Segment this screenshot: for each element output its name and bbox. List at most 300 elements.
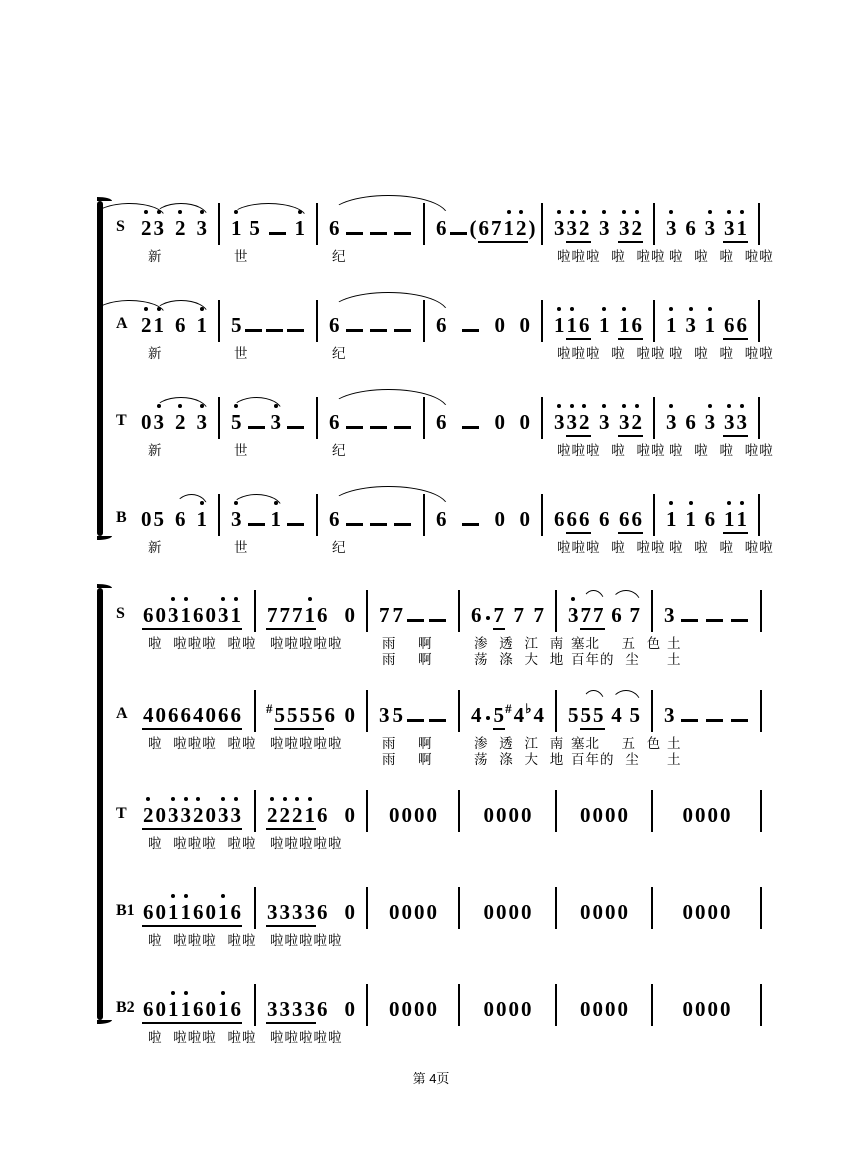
beam-underline — [580, 605, 605, 630]
note-group — [704, 218, 717, 239]
note: 4 — [143, 703, 154, 727]
measure — [108, 203, 220, 245]
note: 2 — [193, 803, 204, 827]
note: 3 — [664, 703, 675, 727]
note-group — [553, 218, 591, 243]
measure — [653, 590, 762, 632]
note: 3 — [685, 313, 696, 337]
note: 6 — [471, 603, 482, 627]
measure — [318, 203, 425, 245]
note-group — [729, 719, 750, 722]
note: 2 — [175, 216, 186, 240]
lyric-cell — [655, 442, 774, 472]
lyrics-line — [108, 442, 774, 472]
rest-note: 0 — [695, 997, 706, 1021]
measure — [425, 494, 543, 536]
lyric-cell — [108, 1029, 256, 1059]
measure — [653, 690, 762, 732]
note: 3 — [153, 216, 164, 240]
note-group — [270, 412, 283, 433]
note: 3 — [736, 410, 747, 434]
rest-note: 0 — [592, 900, 603, 924]
note-group — [553, 509, 591, 534]
note-group — [230, 509, 243, 530]
note: 5 — [231, 313, 242, 337]
lyric-line: 啦啦啦啦啦 — [270, 636, 343, 651]
note: 3 — [279, 997, 290, 1021]
measure — [460, 790, 557, 832]
measure — [108, 790, 256, 832]
lyrics-line — [108, 1029, 762, 1059]
note-group — [684, 509, 697, 530]
note: 7 — [267, 603, 278, 627]
measure — [256, 790, 368, 832]
note: 6 — [193, 997, 204, 1021]
note-group — [378, 705, 391, 726]
lyric-line: 土 — [667, 736, 682, 751]
note: 5 — [629, 703, 640, 727]
lyric-cell — [108, 932, 256, 962]
note-group — [328, 509, 341, 530]
beam-underline — [618, 315, 643, 340]
note-group — [344, 902, 357, 923]
beam-underline — [274, 705, 324, 730]
rest-note: 0 — [496, 997, 507, 1021]
lyric-line: 世 — [234, 443, 249, 458]
note: 2 — [143, 803, 154, 827]
rest-note: 0 — [401, 900, 412, 924]
system-bracket-icon — [97, 201, 103, 536]
rest-note: 0 — [141, 410, 152, 434]
note-group — [567, 605, 605, 630]
beam-underline — [723, 412, 748, 437]
beam-underline — [566, 509, 591, 534]
note-group — [723, 509, 748, 534]
note-group — [293, 218, 306, 239]
rest-note: 0 — [707, 803, 718, 827]
measure — [460, 690, 557, 732]
duration-dash — [269, 232, 286, 235]
note-group — [285, 329, 306, 332]
measure — [655, 397, 760, 439]
note: 6 — [317, 603, 328, 627]
note: 1 — [168, 900, 179, 924]
lyric-cell — [460, 635, 565, 668]
measure — [557, 690, 653, 732]
rest-note: 0 — [344, 900, 355, 924]
notes-line — [108, 397, 762, 439]
lyric-cell — [220, 442, 318, 472]
lyrics-line — [108, 539, 774, 569]
lyric-cell — [220, 248, 318, 278]
note-group — [629, 605, 642, 626]
measure — [318, 397, 425, 439]
measure — [557, 790, 653, 832]
duration-dash — [370, 232, 387, 235]
lyric-line: 啦 啦啦啦 啦啦 — [148, 933, 257, 948]
note-group — [285, 523, 306, 526]
note-group — [729, 619, 750, 622]
measure — [655, 203, 760, 245]
measure — [256, 590, 368, 632]
measure — [460, 590, 557, 632]
note: 1 — [736, 216, 747, 240]
note-group — [266, 605, 329, 630]
rest-note: 0 — [580, 997, 591, 1021]
note: 6 — [175, 507, 186, 531]
measure — [108, 690, 256, 732]
lyric-line: 荡 涤 大 地 — [474, 652, 565, 667]
lyric-line: 土 — [667, 752, 682, 767]
lyric-line: 啦 啦 啦 啦啦 — [669, 346, 774, 361]
lyric-cell — [425, 442, 543, 472]
beam-underline — [266, 902, 316, 927]
lyric-cell — [256, 1029, 368, 1059]
note-group — [553, 315, 591, 340]
note: 6 — [329, 313, 340, 337]
lyrics-line — [108, 735, 762, 768]
note: 7 — [593, 603, 604, 627]
lyric-cell — [368, 735, 460, 768]
note: 6 — [685, 216, 696, 240]
note: 1 — [723, 507, 735, 531]
note: 7 — [279, 603, 290, 627]
note-group — [140, 509, 165, 530]
lyric-cell — [108, 345, 220, 375]
duration-dash — [407, 719, 424, 722]
measure — [653, 790, 762, 832]
lyric-cell — [557, 1029, 653, 1059]
note: 6 — [566, 507, 577, 531]
note: 1 — [153, 313, 164, 337]
note-group — [392, 426, 413, 429]
rest-note: 0 — [426, 997, 437, 1021]
note-group — [266, 805, 329, 830]
beam-underline — [142, 999, 242, 1024]
lyric-cell — [460, 1029, 557, 1059]
rest-note: 0 — [205, 603, 216, 627]
note-group — [723, 315, 748, 340]
note: 1 — [180, 997, 191, 1021]
note-group — [704, 509, 717, 530]
note-group — [470, 605, 505, 630]
measure — [256, 690, 368, 732]
lyric-line: 塞北 五 色 — [571, 636, 662, 651]
note-group — [460, 329, 481, 332]
note: 3 — [666, 410, 677, 434]
rest-note: 0 — [617, 997, 628, 1021]
parenthesis: ) — [528, 216, 536, 240]
note-group — [230, 315, 243, 336]
note: 3 — [723, 216, 735, 240]
note-group — [196, 218, 209, 239]
note-group — [230, 218, 243, 239]
note: 5 — [287, 703, 298, 727]
note: 3 — [599, 216, 610, 240]
note-group — [610, 605, 623, 626]
note-group — [392, 605, 405, 626]
beam-underline — [723, 509, 748, 534]
note-group — [704, 315, 717, 336]
lyric-line: 啦啦啦啦啦 — [270, 736, 343, 751]
rest-note: 0 — [508, 803, 519, 827]
note: 3 — [168, 803, 179, 827]
note-group — [519, 315, 532, 336]
note: 3 — [218, 803, 229, 827]
note: 6 — [193, 603, 204, 627]
note: 6 — [230, 900, 241, 924]
page-number: 第 4页 — [412, 1071, 450, 1086]
note-group — [230, 412, 243, 433]
note-group — [264, 329, 285, 332]
measure — [425, 300, 543, 342]
note: 5 — [153, 507, 164, 531]
lyric-cell — [557, 635, 662, 668]
voice-row-A — [108, 300, 774, 375]
measure — [655, 300, 760, 342]
sharp-accidental: # — [505, 701, 512, 716]
lyric-line: 新 — [148, 443, 163, 458]
note: 6 — [554, 507, 565, 531]
note-group — [519, 412, 532, 433]
measure — [425, 397, 543, 439]
rest-note: 0 — [414, 997, 425, 1021]
lyric-cell — [653, 735, 762, 768]
note: 6 — [329, 216, 340, 240]
duration-dash — [346, 426, 363, 429]
note-group — [368, 523, 389, 526]
note-group — [684, 412, 697, 433]
note-group — [663, 705, 676, 726]
note-group — [174, 509, 187, 530]
lyric-line: 纪 — [332, 540, 347, 555]
duration-dash — [394, 426, 411, 429]
rest-note: 0 — [401, 997, 412, 1021]
note-group — [328, 315, 341, 336]
note: 6 — [230, 703, 241, 727]
lyrics-line — [108, 932, 762, 962]
note: 3 — [723, 410, 735, 434]
notes-line — [108, 494, 762, 536]
note-group — [174, 218, 187, 239]
note: 6 — [143, 997, 154, 1021]
note: 3 — [619, 410, 630, 434]
measure — [557, 887, 653, 929]
note-group — [405, 719, 426, 722]
note: 5 — [231, 410, 242, 434]
lyric-line: 百年的 尘 — [571, 752, 640, 767]
lyric-cell — [256, 735, 368, 768]
beam-underline — [266, 805, 316, 830]
lyric-line: 荡 涤 大 地 — [474, 752, 565, 767]
note-group — [567, 705, 605, 730]
note: 3 — [666, 216, 677, 240]
note: 1 — [304, 603, 315, 627]
rest-note: 0 — [155, 997, 166, 1021]
lyrics-line — [108, 635, 762, 668]
note: 1 — [554, 313, 565, 337]
measure — [220, 203, 318, 245]
note: 3 — [599, 410, 610, 434]
rest-note: 0 — [580, 900, 591, 924]
voice-row-T — [108, 790, 762, 865]
note: 2 — [141, 313, 152, 337]
note-group — [525, 701, 545, 727]
lyrics-line — [108, 835, 762, 865]
rest-note: 0 — [494, 313, 505, 337]
lyric-line: 啦啦啦啦啦 — [270, 1030, 343, 1045]
note: 6 — [436, 410, 447, 434]
beam-underline — [723, 218, 748, 243]
note: 1 — [304, 803, 315, 827]
duration-dash — [462, 329, 479, 332]
lyric-line: 雨 啊 — [382, 652, 433, 667]
note: 6 — [143, 603, 154, 627]
beam-underline — [266, 999, 316, 1024]
lyric-line: 啦 啦 啦 啦啦 — [669, 540, 774, 555]
rest-note: 0 — [508, 900, 519, 924]
note: 3 — [168, 603, 179, 627]
note: 6 — [619, 507, 630, 531]
note: 6 — [143, 900, 154, 924]
note: 3 — [270, 410, 281, 434]
note-group — [663, 605, 676, 626]
note: 3 — [279, 900, 290, 924]
parenthesis: ( — [469, 216, 477, 240]
note-group — [629, 705, 642, 726]
lyric-cell — [557, 835, 653, 865]
note: 6 — [329, 410, 340, 434]
note: 3 — [292, 900, 303, 924]
duration-dash — [462, 523, 479, 526]
note-group — [665, 412, 678, 433]
lyric-line: 纪 — [332, 346, 347, 361]
rest-note: 0 — [682, 803, 693, 827]
note: 5 — [299, 703, 310, 727]
measure — [318, 494, 425, 536]
rest-note: 0 — [720, 803, 731, 827]
lyric-line: 土 — [667, 636, 682, 651]
note-group — [142, 705, 242, 730]
note: 1 — [168, 997, 179, 1021]
note-group — [427, 619, 448, 622]
voice-row-B2 — [108, 984, 762, 1059]
voice-label: T — [116, 412, 127, 429]
note-group — [483, 805, 533, 826]
note-group — [519, 509, 532, 530]
note: 1 — [666, 313, 677, 337]
note: 3 — [554, 410, 565, 434]
lyric-cell — [318, 539, 425, 569]
note-group — [392, 523, 413, 526]
note-group — [505, 701, 525, 727]
note: 3 — [379, 703, 390, 727]
lyric-cell — [108, 248, 220, 278]
lyric-cell — [108, 539, 220, 569]
rest-note: 0 — [682, 997, 693, 1021]
lyric-line: 啦 啦 啦 啦啦 — [669, 249, 774, 264]
measure — [256, 887, 368, 929]
note: 2 — [516, 216, 527, 240]
rest-note: 0 — [521, 900, 532, 924]
note-group — [392, 232, 413, 235]
rest-note: 0 — [494, 410, 505, 434]
lyric-cell — [368, 1029, 460, 1059]
note: 3 — [568, 603, 579, 627]
rest-note: 0 — [605, 803, 616, 827]
measure — [557, 590, 653, 632]
note-group — [435, 218, 448, 239]
lyric-line: 啦 啦 啦 啦啦 — [669, 443, 774, 458]
measure — [557, 984, 653, 1026]
rest-note: 0 — [682, 900, 693, 924]
measure — [220, 494, 318, 536]
note: 6 — [478, 216, 489, 240]
note: 6 — [230, 997, 241, 1021]
rest-note: 0 — [344, 703, 355, 727]
lyric-cell — [557, 735, 662, 768]
augmentation-dot — [486, 616, 490, 620]
note: 4 — [611, 703, 622, 727]
beam-underline — [266, 605, 316, 630]
note: 6 — [579, 507, 590, 531]
rest-note: 0 — [707, 900, 718, 924]
rest-note: 0 — [521, 997, 532, 1021]
lyric-line: 啦啦啦 啦 啦啦 — [557, 443, 666, 458]
note-group — [533, 605, 546, 626]
voice-row-T — [108, 397, 774, 472]
note-group — [140, 218, 165, 239]
duration-dash — [462, 426, 479, 429]
note: 7 — [392, 603, 403, 627]
note-group — [435, 509, 448, 530]
note-group — [579, 805, 629, 826]
measure — [108, 300, 220, 342]
note-group — [665, 315, 678, 336]
lyric-cell — [220, 539, 318, 569]
note-group — [684, 315, 697, 336]
note-group — [140, 412, 165, 433]
notes-line — [108, 690, 762, 732]
note-group — [704, 719, 725, 722]
lyric-line: 渗 透 江 南 — [474, 736, 565, 751]
note: 2 — [631, 410, 642, 434]
note-group — [723, 218, 748, 243]
note: 2 — [631, 216, 642, 240]
rest-note: 0 — [205, 900, 216, 924]
duration-dash — [287, 523, 304, 526]
note-group — [682, 805, 732, 826]
note-group — [435, 315, 448, 336]
note: 1 — [294, 216, 305, 240]
beam-underline — [580, 705, 605, 730]
rest-note: 0 — [401, 803, 412, 827]
note-group — [460, 426, 481, 429]
measure — [108, 494, 220, 536]
lyric-cell — [425, 248, 543, 278]
note: 1 — [196, 313, 207, 337]
lyric-cell — [655, 248, 774, 278]
lyric-cell — [368, 932, 460, 962]
note: 6 — [579, 313, 590, 337]
duration-dash — [706, 719, 723, 722]
note: 3 — [704, 216, 716, 240]
note-group — [704, 412, 717, 433]
note: 7 — [379, 603, 390, 627]
lyric-line: 纪 — [332, 249, 347, 264]
note: 7 — [629, 603, 640, 627]
note: 3 — [153, 410, 164, 434]
